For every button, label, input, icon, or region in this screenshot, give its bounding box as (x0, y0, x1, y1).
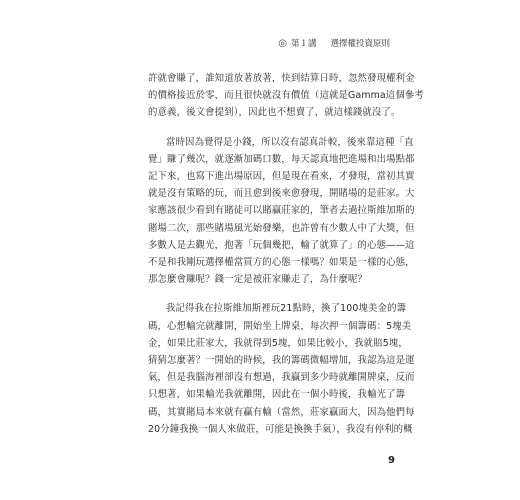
text-line: 20分鐘我換一個人來做莊，可能是換換手氣），我沒有停利的概 (148, 423, 413, 435)
text-line: 碼，其實賭局本來就有贏有輸（當然，莊家贏面大，因為他們每 (148, 406, 415, 418)
running-header (278, 37, 390, 49)
text-line: 氣，但是我腦海裡卻沒有想過，我贏到多少時就離開牌桌，反而 (148, 372, 415, 384)
page-number: 9 (388, 455, 395, 466)
text-line: 只想著，如果輸光我就離開，因此在一個小時後，我輸光了籌 (148, 389, 406, 401)
text-line: 記下來，也寫下進出場原因，但是現在看來，才發現，當初其實 (148, 171, 415, 183)
text-line: 許就會賺了，誰知道放著放著，快到結算日時，忽然發現權利金 (148, 73, 415, 84)
text-line: 不是和我剛玩選擇權當買方的心態一樣嗎？如果是一樣的心態， (148, 257, 415, 269)
text-line: 賭場二次，那些賭場風光始發樂，也許曾有少數人中了大獎，但 (148, 222, 415, 234)
text-line: 家應該很少看到有賭徒可以賭贏莊家的，筆者去過拉斯維加斯的 (148, 205, 415, 217)
paragraph-1 (148, 70, 424, 122)
text-line: 碼，心想輸完就離開，開始坐上牌桌，每次押一個籌碼：5塊美 (148, 320, 412, 332)
text-line: 我記得我在拉斯維加斯裡玩21點時，換了100塊美金的籌 (166, 303, 407, 315)
text-line: 的價格接近於零，而且很快就沒有價值（這就是Gamma這個參考 (148, 90, 424, 102)
text-line: 當時因為覺得是小錢，所以沒有認真計較，後來靠這種「直 (166, 136, 414, 148)
text-line: 覺」賺了幾次，就逐漸加碼口數，每天認真地把進場和出場點都 (148, 153, 415, 165)
chapter-label: 第１講 (290, 39, 317, 49)
body-text (148, 70, 424, 450)
text-line: 那怎麼會賺呢？錢一定是被莊家賺走了，為什麼呢？ (148, 274, 368, 286)
text-line: 猜猜怎麼著？一開始的時候，我的籌碼微幅增加，我認為這是運 (148, 355, 415, 367)
text-line: 的意義，後文會提到），因此也不想賣了，就這樣錢就沒了。 (148, 107, 401, 119)
text-line: 金，如果比莊家大，我就得到5塊，如果比較小，我就賠5塊， (148, 337, 408, 349)
paragraph-2 (148, 134, 415, 289)
paragraph-3 (148, 300, 415, 438)
text-line: 多數人是去觀光，抱著「玩個幾把，輸了就算了」的心態——這 (148, 239, 415, 251)
text-line: 就是沒有策略的玩，而且愈到後來愈發現，開賭場的是莊家。大 (148, 188, 415, 200)
chapter-title: 選擇權投資原則 (330, 39, 390, 49)
chapter-mark-icon: ◎ (278, 37, 287, 49)
